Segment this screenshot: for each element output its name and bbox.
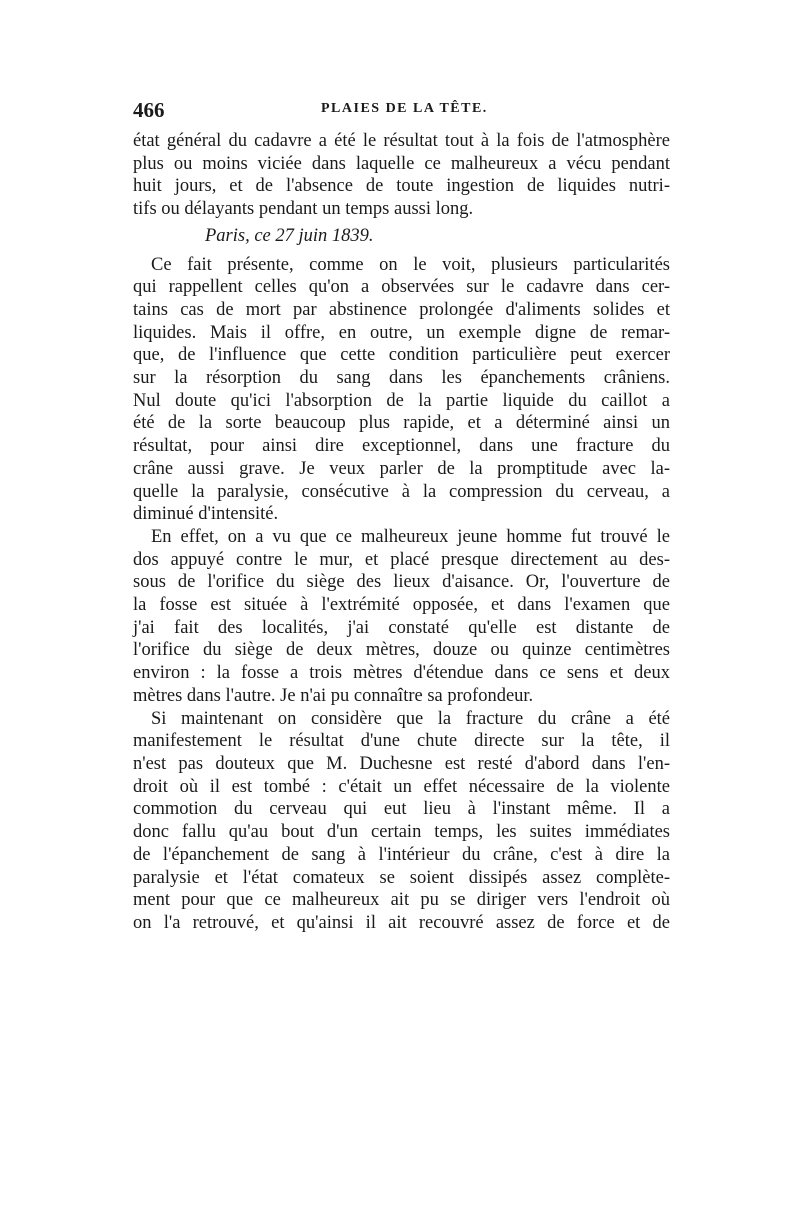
text-line: tains cas de mort par abstinence prolongée d'aliments solides et	[133, 299, 670, 320]
text-line: quelle la paralysie, consécutive à la compression du cerveau, a	[133, 481, 670, 502]
text-line: dos appuyé contre le mur, et placé presque directement au des-	[133, 549, 670, 570]
text-line: commotion du cerveau qui eut lieu à l'instant même. Il a	[133, 799, 670, 820]
page-header	[133, 98, 670, 126]
page-number: 466	[133, 98, 165, 122]
text-line: manifestement le résultat d'une chute directe sur la tête, il	[133, 731, 670, 752]
text-line: droit où il est tombé : c'était un effet nécessaire de la violente	[133, 776, 670, 797]
paragraph	[133, 708, 670, 935]
text-line: plus ou moins viciée dans laquelle ce malheureux a vécu pendant	[133, 153, 670, 174]
text-line: qui rappellent celles qu'on a observées sur le cadavre dans cer-	[133, 277, 670, 298]
text-line: de l'épanchement de sang à l'intérieur du crâne, c'est à dire la	[133, 844, 670, 865]
text-line: En effet, on a vu que ce malheureux jeune homme fut trouvé le	[151, 526, 670, 547]
text-line: liquides. Mais il offre, en outre, un exemple digne de remar-	[133, 322, 670, 343]
dateline: Paris, ce 27 juin 1839.	[205, 225, 374, 246]
text-line: tifs ou délayants pendant un temps aussi long.	[133, 199, 474, 220]
text-line: donc fallu qu'au bout d'un certain temps, les suites immédiates	[133, 822, 670, 843]
text-line: sur la résorption du sang dans les épanchements crâniens.	[133, 368, 670, 389]
paragraph	[133, 526, 670, 708]
text-line: été de la sorte beaucoup plus rapide, et a déterminé ainsi un	[133, 413, 670, 434]
text-line: n'est pas douteux que M. Duchesne est resté d'abord dans l'en-	[133, 753, 670, 774]
text-line: Si maintenant on considère que la fracture du crâne a été	[151, 708, 670, 729]
text-line: on l'a retrouvé, et qu'ainsi il ait recouvré assez de force et de	[133, 912, 670, 933]
paragraph	[133, 254, 670, 526]
text-line: paralysie et l'état comateux se soient dissipés assez complète-	[133, 867, 670, 888]
text-line: sous de l'orifice du siège des lieux d'aisance. Or, l'ouverture de	[133, 572, 670, 593]
text-line: l'orifice du siège de deux mètres, douze ou quinze centimètres	[133, 640, 670, 661]
text-line: Ce fait présente, comme on le voit, plusieurs particularités	[151, 254, 670, 275]
text-line: j'ai fait des localités, j'ai constaté qu'elle est distante de	[133, 617, 670, 638]
text-line: résultat, pour ainsi dire exceptionnel, dans une fracture du	[133, 436, 670, 457]
text-line: état général du cadavre a été le résultat tout à la fois de l'atmosphère	[133, 131, 670, 151]
paragraph	[133, 130, 670, 221]
text-line: mètres dans l'autre. Je n'ai pu connaître sa profondeur.	[133, 685, 534, 706]
text-line: ment pour que ce malheureux ait pu se diriger vers l'endroit où	[133, 890, 670, 911]
running-title: PLAIES DE LA TÊTE.	[321, 101, 488, 116]
text-line: Nul doute qu'ici l'absorption de la partie liquide du caillot a	[133, 390, 670, 411]
text-line: diminué d'intensité.	[133, 504, 279, 525]
text-line: crâne aussi grave. Je veux parler de la promptitude avec la-	[133, 458, 670, 479]
text-line: environ : la fosse a trois mètres d'étendue dans ce sens et deux	[133, 663, 670, 684]
text-line: la fosse est située à l'extrémité opposée, et dans l'examen que	[133, 595, 670, 616]
text-line: que, de l'influence que cette condition particulière peut exercer	[133, 345, 670, 366]
body-text	[133, 130, 670, 935]
text-line: huit jours, et de l'absence de toute ingestion de liquides nutri-	[133, 176, 670, 197]
